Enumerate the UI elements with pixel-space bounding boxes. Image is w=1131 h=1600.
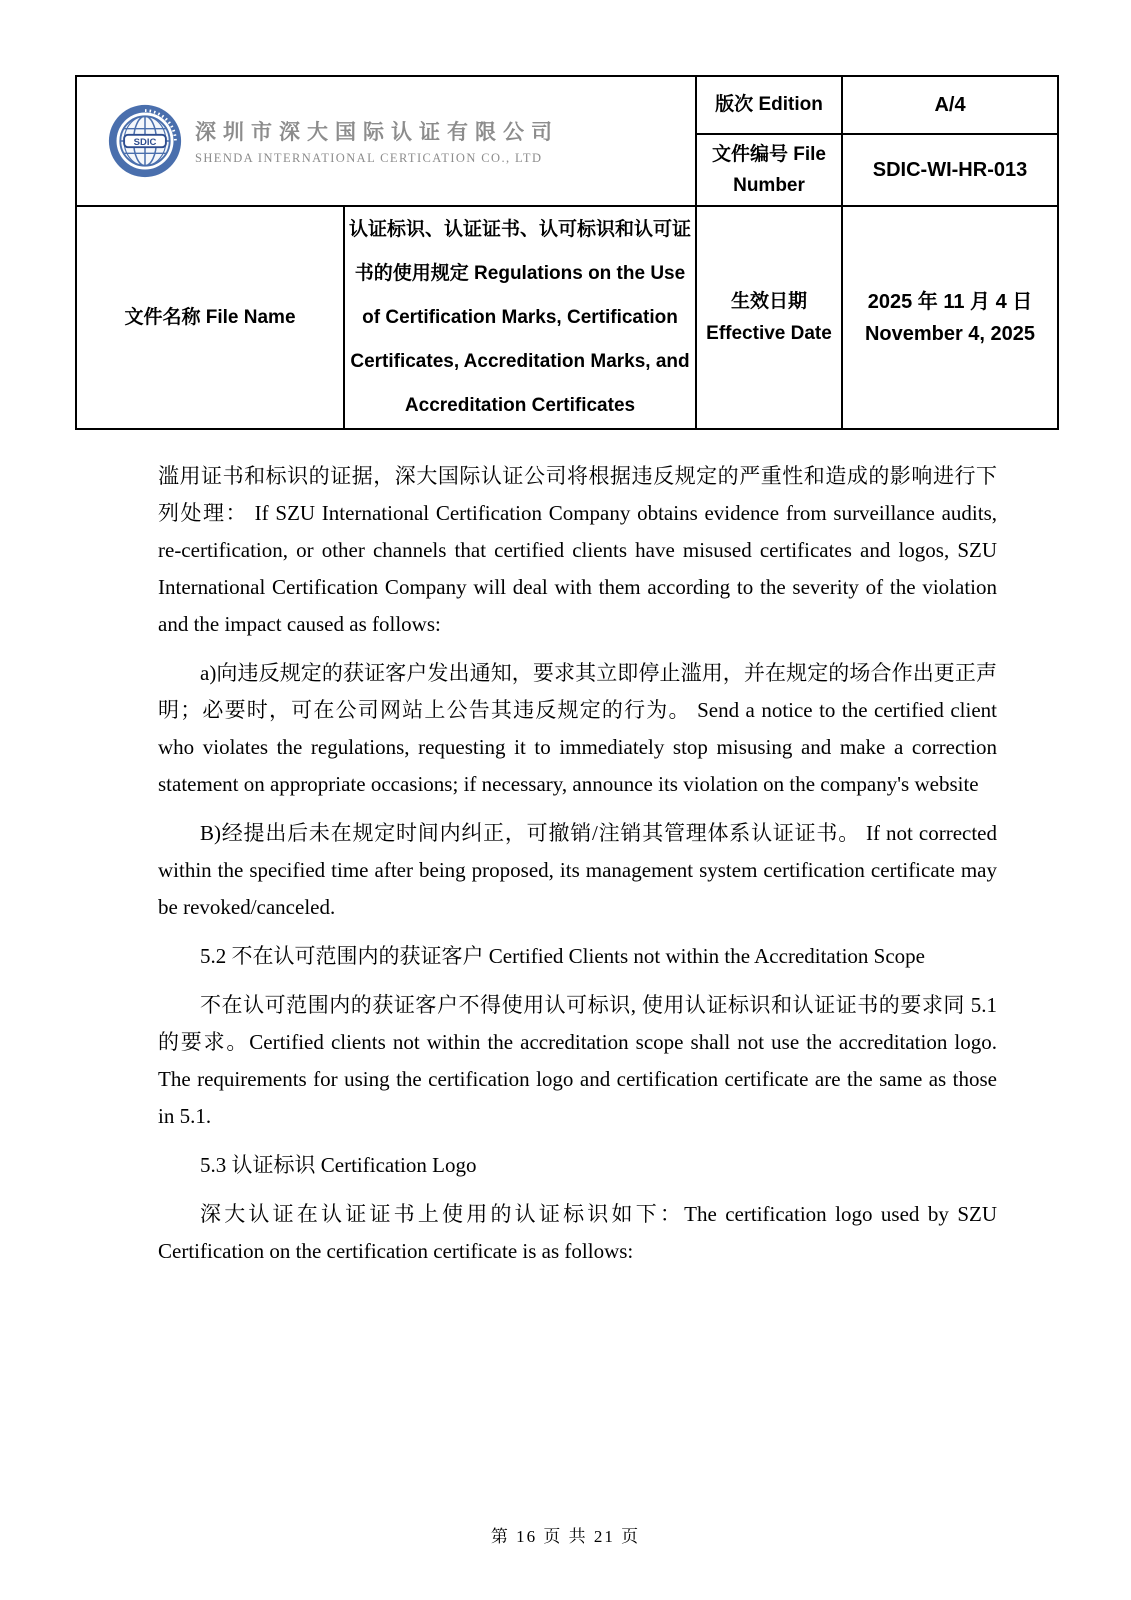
company-names [195,116,559,166]
effective-date-en: November 4, 2025 [864,322,1036,345]
page-number: 第 16 页 共 21 页 [490,1527,641,1546]
section-heading-5-3: 5.3 认证标识 Certification Logo [200,1153,477,1177]
paragraph-item-a: a)向违反规定的获证客户发出通知，要求其立即停止滥用，并在规定的场合作出更正声明；必要时，可在公司网站上公告其违反规定的行为。 Send a notice to the certified client who violates the regulations, requesting it to immediately stop misusing and make a correction statement on appropriate occasions; if necessary, announce its violation on the company's website [158,661,997,796]
company-name-en: SHENDA INTERNATIONAL CERTICATION CO., LTD [195,151,543,165]
edition-value: A/4 [842,76,1058,134]
paragraph-continuation: 滥用证书和标识的证据，深大国际认证公司将根据违反规定的严重性和造成的影响进行下列处理： If SZU International Certification Company obtains evidence from surveillance audits, re-certification, or other channels that certified clients have misused certificates and logos, SZU International Certification Company will deal with them according to the severity of the violation and the impact caused as follows: [158,464,997,636]
file-name-label: 文件名称 File Name [76,206,344,429]
file-number-value: SDIC-WI-HR-013 [842,134,1058,206]
edition-label: 版次 Edition [696,76,842,134]
effective-date-value [842,206,1058,429]
file-number-label: 文件编号 File Number [696,134,842,206]
company-name-cn: 深圳市深大国际认证有限公司 [195,121,559,144]
company-header [77,103,695,179]
effective-date-label: 生效日期 Effective Date [696,206,842,429]
paragraph-5-2-body: 不在认可范围内的获证客户不得使用认可标识, 使用认证标识和认证证书的要求同 5.1 的要求。Certified clients not within the accreditation scope shall not use the accreditation logo. The requirements for using the certification logo and certification certificate are the same as those in 5.1. [158,993,997,1128]
sdic-logo-text: SDIC [133,136,157,148]
paragraph-item-b: B)经提出后未在规定时间内纠正，可撤销/注销其管理体系认证证书。 If not corrected within the specified time after being proposed, its management system certification certificate may be revoked/canceled. [158,821,997,919]
paragraph-5-3-body: 深大认证在认证证书上使用的认证标识如下：The certification logo used by SZU Certification on the certification certificate is as follows: [158,1202,997,1263]
file-name-value: 认证标识、认证证书、认可标识和认可证书的使用规定 Regulations on the Use of Certification Marks, Certification Certificates, Accreditation Marks, and Accreditation Certificates [344,206,696,429]
company-header-cell [76,76,696,206]
section-heading-5-2: 5.2 不在认可范围内的获证客户 Certified Clients not within the Accreditation Scope [200,944,925,968]
effective-date-cn: 2025 年 11 月 4 日 [867,290,1033,313]
document-body [158,458,997,1282]
sdic-logo-icon [107,103,183,179]
header-table [75,75,1059,430]
